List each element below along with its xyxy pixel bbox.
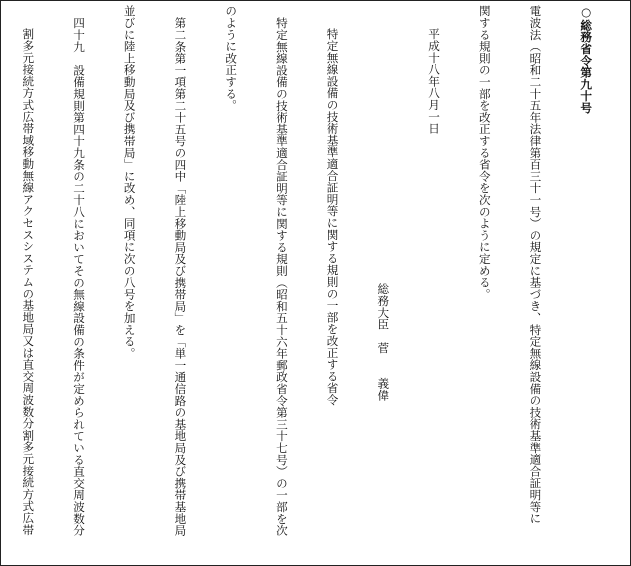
item-49-line: 四十九 設備規則第四十九条の二十八においてその無線設備の条件が定められている直交周波数分 [72,16,86,536]
item-49-line: 割多元接続方式広帯域移動無線アクセスシステムの基地局又は直交周波数分割多元接続方式広帯 [21,28,36,536]
body-line: 第二条第一項第二十五号の四中「陸上移動局及び携帯局」を「単一通信路の基地局及び携帯基地局 [173,16,188,536]
body-line: のように改正する。 [224,5,239,112]
preamble-line: 電波法（昭和二十五年法律第百三十一号）の規定に基づき、特定無線設備の技術基準適合証明等に [528,5,543,525]
date-line: 平成十八年八月一日 [427,28,442,135]
body-line: 特定無線設備の技術基準適合証明等に関する規則（昭和五十六年郵政省令第三十七号）の一部を次 [274,16,289,536]
body-line: 並びに陸上移動局及び携帯局」に改め、同項に次の八号を加える。 [122,5,137,359]
ordinance-text-body [2,5,628,561]
preamble-line: 関する規則の一部を改正する省令を次のように定める。 [477,5,492,300]
minister-signature-line: 総務大臣 菅 義偉 [376,283,391,402]
ordinance-title-line: 特定無線設備の技術基準適合証明等に関する規則の一部を改正する省令 [325,28,340,406]
ordinance-number-heading: ○総務省令第九十号 [579,5,594,114]
